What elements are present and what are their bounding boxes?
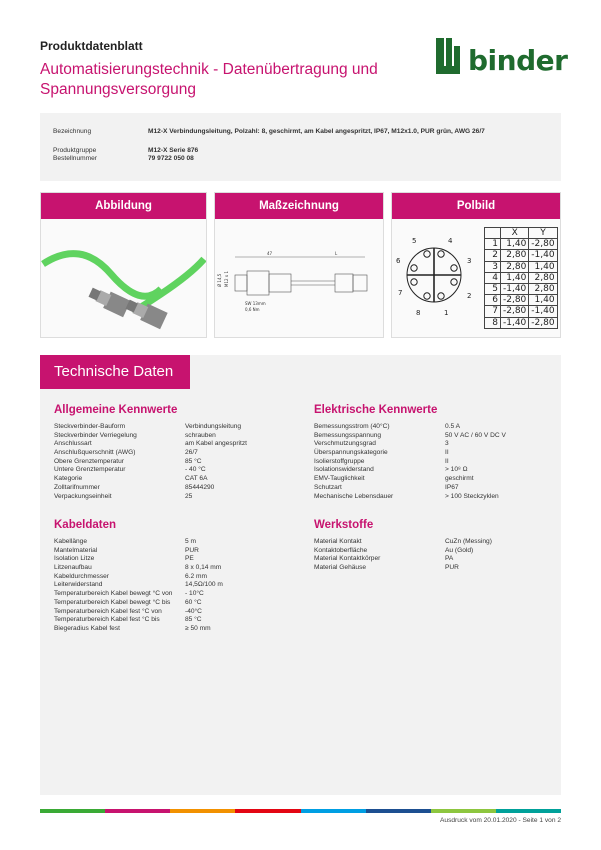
table-row bbox=[54, 475, 284, 484]
row-value: PA bbox=[445, 555, 454, 563]
pin-label: 7 bbox=[398, 289, 403, 297]
table-row bbox=[314, 458, 554, 467]
page-title: Automatisierungstechnik - Datenübertragung und Spannungsversorgung bbox=[40, 61, 378, 98]
footer-color-segment bbox=[40, 809, 105, 813]
row-value: 60 °C bbox=[185, 598, 202, 606]
table-cell: -1,40 bbox=[529, 250, 557, 261]
table-row bbox=[314, 547, 554, 556]
table-row bbox=[314, 564, 554, 573]
table-row bbox=[314, 538, 554, 547]
row-key: EMV-Tauglichkeit bbox=[314, 475, 365, 483]
footer-color-segment bbox=[235, 809, 300, 813]
row-value: ≥ 50 mm bbox=[185, 624, 211, 632]
pin-label: 3 bbox=[467, 257, 472, 265]
row-key: Biegeradius Kabel fest bbox=[54, 624, 120, 632]
row-key: Anschlussart bbox=[54, 440, 92, 448]
table-row bbox=[54, 555, 284, 564]
row-key: Isolierstoffgruppe bbox=[314, 457, 365, 465]
table-row bbox=[485, 261, 558, 272]
row-key: Material Kontakt bbox=[314, 538, 362, 545]
row-key: Temperaturbereich Kabel fest °C bis bbox=[54, 616, 160, 624]
row-key: Leiterwiderstand bbox=[54, 581, 103, 589]
footer-color-segment bbox=[431, 809, 496, 813]
row-value: geschirmt bbox=[445, 475, 474, 483]
row-value: II bbox=[445, 449, 449, 457]
footer-color-segment bbox=[170, 809, 235, 813]
table-row bbox=[485, 239, 558, 250]
table-row bbox=[314, 475, 554, 484]
panel-abbildung bbox=[40, 192, 207, 338]
table-cell: 8 bbox=[485, 317, 501, 328]
table-row bbox=[54, 432, 284, 441]
row-key: Zolltarifnummer bbox=[54, 483, 100, 491]
panel-polbild bbox=[391, 192, 561, 338]
table-row bbox=[314, 466, 554, 475]
footer-color-segment bbox=[105, 809, 170, 813]
table-cell: 2,80 bbox=[529, 272, 557, 283]
row-key: Kontaktoberfläche bbox=[314, 546, 368, 554]
row-key: Obere Grenztemperatur bbox=[54, 457, 124, 465]
table-row bbox=[54, 449, 284, 458]
table-cell: 1,40 bbox=[501, 272, 529, 283]
footer-print-info: Ausdruck vom 20.01.2020 - Seite 1 von 2 bbox=[440, 817, 561, 824]
section-title-elektrisch: Elektrische Kennwerte bbox=[314, 404, 438, 416]
table-row bbox=[54, 599, 284, 608]
table-row bbox=[54, 547, 284, 556]
info-value: 79 9722 050 08 bbox=[148, 155, 194, 162]
info-key: Bestellnummer bbox=[53, 155, 97, 162]
row-value: II bbox=[445, 457, 449, 465]
technical-data-tab: Technische Daten bbox=[40, 355, 190, 389]
table-cell: 4 bbox=[485, 272, 501, 283]
row-key: Schutzart bbox=[314, 483, 342, 491]
section-title-werkstoffe: Werkstoffe bbox=[314, 519, 374, 531]
table-row bbox=[54, 608, 284, 617]
row-key: Material Gehäuse bbox=[314, 564, 367, 572]
row-key: Kabellänge bbox=[54, 538, 87, 545]
dim-label: M12 x 1 bbox=[224, 271, 229, 287]
table-row bbox=[485, 272, 558, 283]
doc-type-label: Produktdatenblatt bbox=[40, 39, 143, 53]
row-value: IP67 bbox=[445, 483, 459, 491]
row-key: Bemessungsstrom (40°C) bbox=[314, 423, 390, 430]
table-row bbox=[485, 306, 558, 317]
row-value: 14,5Ω/100 m bbox=[185, 581, 223, 589]
row-key: Temperaturbereich Kabel bewegt °C bis bbox=[54, 598, 171, 606]
table-row bbox=[314, 484, 554, 493]
table-cell: 3 bbox=[485, 261, 501, 272]
table-cell: -2,80 bbox=[529, 317, 557, 328]
section-title-kabel: Kabeldaten bbox=[54, 519, 116, 531]
row-value: 50 V AC / 60 V DC V bbox=[445, 431, 506, 439]
table-cell: -2,80 bbox=[501, 295, 529, 306]
footer-color-segment bbox=[366, 809, 431, 813]
table-row bbox=[54, 440, 284, 449]
table-cell: -2,80 bbox=[501, 306, 529, 317]
dim-label: SW 13mm bbox=[245, 301, 266, 306]
row-value: CuZn (Messing) bbox=[445, 538, 492, 545]
table-cell: 1,40 bbox=[529, 261, 557, 272]
table-row bbox=[54, 423, 284, 432]
table-row bbox=[54, 590, 284, 599]
row-key: Litzenaufbau bbox=[54, 564, 92, 572]
dim-label: 0,6 Nm bbox=[245, 307, 260, 312]
row-value: Au (Gold) bbox=[445, 546, 474, 554]
table-row bbox=[54, 466, 284, 475]
row-value: schrauben bbox=[185, 431, 216, 439]
row-key: Kabeldurchmesser bbox=[54, 572, 109, 580]
dimension-drawing bbox=[215, 219, 383, 337]
row-key: Bemessungsspannung bbox=[314, 431, 382, 439]
panel-heading: Polbild bbox=[392, 193, 560, 219]
dim-label: Ø 14,5 bbox=[217, 273, 222, 287]
table-row bbox=[485, 283, 558, 294]
row-value: - 10°C bbox=[185, 590, 204, 598]
row-key: Steckverbinder Verriegelung bbox=[54, 431, 137, 439]
table-cell: 2,80 bbox=[501, 261, 529, 272]
info-key: Bezeichnung bbox=[53, 128, 92, 135]
table-row bbox=[314, 493, 554, 502]
row-value: PE bbox=[185, 555, 194, 563]
pin-label: 5 bbox=[412, 237, 417, 245]
table-row bbox=[485, 295, 558, 306]
row-value: 3 bbox=[445, 440, 449, 448]
table-row bbox=[314, 440, 554, 449]
row-value: -40°C bbox=[185, 607, 202, 615]
table-row bbox=[485, 250, 558, 261]
table-row bbox=[54, 484, 284, 493]
table-row bbox=[314, 449, 554, 458]
table-cell: -1,40 bbox=[501, 317, 529, 328]
table-row bbox=[54, 581, 284, 590]
table-cell: 2,80 bbox=[529, 283, 557, 294]
row-value: 6.2 mm bbox=[185, 572, 207, 580]
table-cell: 7 bbox=[485, 306, 501, 317]
table-row bbox=[54, 573, 284, 582]
panel-heading: Abbildung bbox=[41, 193, 206, 219]
dim-label: L bbox=[335, 251, 338, 256]
table-row bbox=[314, 432, 554, 441]
pin-label: 8 bbox=[416, 309, 421, 317]
table-allgemein bbox=[54, 423, 284, 501]
row-value: > 100 Steckzyklen bbox=[445, 492, 499, 500]
table-row bbox=[54, 564, 284, 573]
row-value: PUR bbox=[445, 564, 459, 572]
row-value: 85444290 bbox=[185, 483, 215, 491]
row-value: am Kabel angespritzt bbox=[185, 440, 247, 448]
table-cell: -2,80 bbox=[529, 239, 557, 250]
pin-label: 4 bbox=[448, 237, 453, 245]
table-cell: 2,80 bbox=[501, 250, 529, 261]
footer-color-segment bbox=[301, 809, 366, 813]
row-value: 25 bbox=[185, 492, 193, 500]
row-key: Isolation Litze bbox=[54, 555, 95, 563]
column-header: Y bbox=[529, 228, 557, 239]
row-value: > 10⁸ Ω bbox=[445, 466, 468, 474]
footer-color-segment bbox=[496, 809, 561, 813]
pin-label: 2 bbox=[467, 292, 472, 300]
table-row bbox=[54, 625, 284, 634]
row-value: 5 m bbox=[185, 538, 196, 545]
table-elektrisch bbox=[314, 423, 554, 501]
row-key: Material Kontaktkörper bbox=[314, 555, 381, 563]
brand-name: binder bbox=[468, 44, 568, 77]
section-title-allgemein: Allgemeine Kennwerte bbox=[54, 404, 178, 416]
table-header-row bbox=[485, 228, 558, 239]
table-cell: 6 bbox=[485, 295, 501, 306]
row-key: Temperaturbereich Kabel fest °C von bbox=[54, 607, 162, 615]
column-header: X bbox=[501, 228, 529, 239]
info-value: M12-X Serie 876 bbox=[148, 147, 199, 154]
table-row bbox=[314, 555, 554, 564]
table-werkstoffe bbox=[314, 538, 554, 573]
column-header bbox=[485, 228, 501, 239]
row-value: Verbindungsleitung bbox=[185, 423, 242, 430]
pin-coordinate-table bbox=[484, 227, 558, 329]
table-cell: 2 bbox=[485, 250, 501, 261]
table-row bbox=[54, 458, 284, 467]
row-value: - 40 °C bbox=[185, 466, 206, 474]
cable-image bbox=[41, 219, 206, 337]
table-row bbox=[54, 616, 284, 625]
table-kabel bbox=[54, 538, 284, 634]
panel-masszeichnung bbox=[214, 192, 384, 338]
row-key: Temperaturbereich Kabel bewegt °C von bbox=[54, 590, 173, 598]
product-info-box bbox=[40, 113, 561, 181]
table-row bbox=[54, 538, 284, 547]
row-key: Kategorie bbox=[54, 475, 83, 483]
footer-color-bar bbox=[40, 809, 561, 813]
table-cell: 1,40 bbox=[501, 239, 529, 250]
table-cell: 1 bbox=[485, 239, 501, 250]
row-key: Mantelmaterial bbox=[54, 546, 98, 554]
table-row bbox=[314, 423, 554, 432]
row-value: CAT 6A bbox=[185, 475, 208, 483]
table-row bbox=[54, 493, 284, 502]
row-value: 26/7 bbox=[185, 449, 198, 457]
table-cell: 1,40 bbox=[529, 295, 557, 306]
row-key: Isolationswiderstand bbox=[314, 466, 374, 474]
pin-diagram bbox=[394, 233, 474, 323]
table-row bbox=[485, 317, 558, 328]
row-key: Untere Grenztemperatur bbox=[54, 466, 126, 474]
row-key: Überspannungskategorie bbox=[314, 449, 388, 457]
dim-label: 47 bbox=[267, 251, 273, 256]
panel-heading: Maßzeichnung bbox=[215, 193, 383, 219]
row-value: 85 °C bbox=[185, 616, 202, 624]
row-value: 8 x 0,14 mm bbox=[185, 564, 222, 572]
row-value: 0.5 A bbox=[445, 423, 461, 430]
row-key: Steckverbinder-Bauform bbox=[54, 423, 126, 430]
row-value: PUR bbox=[185, 546, 199, 554]
row-key: Anschlußquerschnitt (AWG) bbox=[54, 449, 136, 457]
info-value: M12-X Verbindungsleitung, Polzahl: 8, geschirmt, am Kabel angespritzt, IP67, M12x1.0, PUR grün, AWG 26/7 bbox=[148, 128, 485, 135]
table-cell: -1,40 bbox=[529, 306, 557, 317]
row-value: 85 °C bbox=[185, 457, 202, 465]
row-key: Mechanische Lebensdauer bbox=[314, 492, 394, 500]
table-cell: -1,40 bbox=[501, 283, 529, 294]
table-cell: 5 bbox=[485, 283, 501, 294]
pin-label: 1 bbox=[444, 309, 449, 317]
info-key: Produktgruppe bbox=[53, 147, 97, 154]
row-key: Verschmutzungsgrad bbox=[314, 440, 376, 448]
row-key: Verpackungseinheit bbox=[54, 492, 112, 500]
pin-label: 6 bbox=[396, 257, 401, 265]
